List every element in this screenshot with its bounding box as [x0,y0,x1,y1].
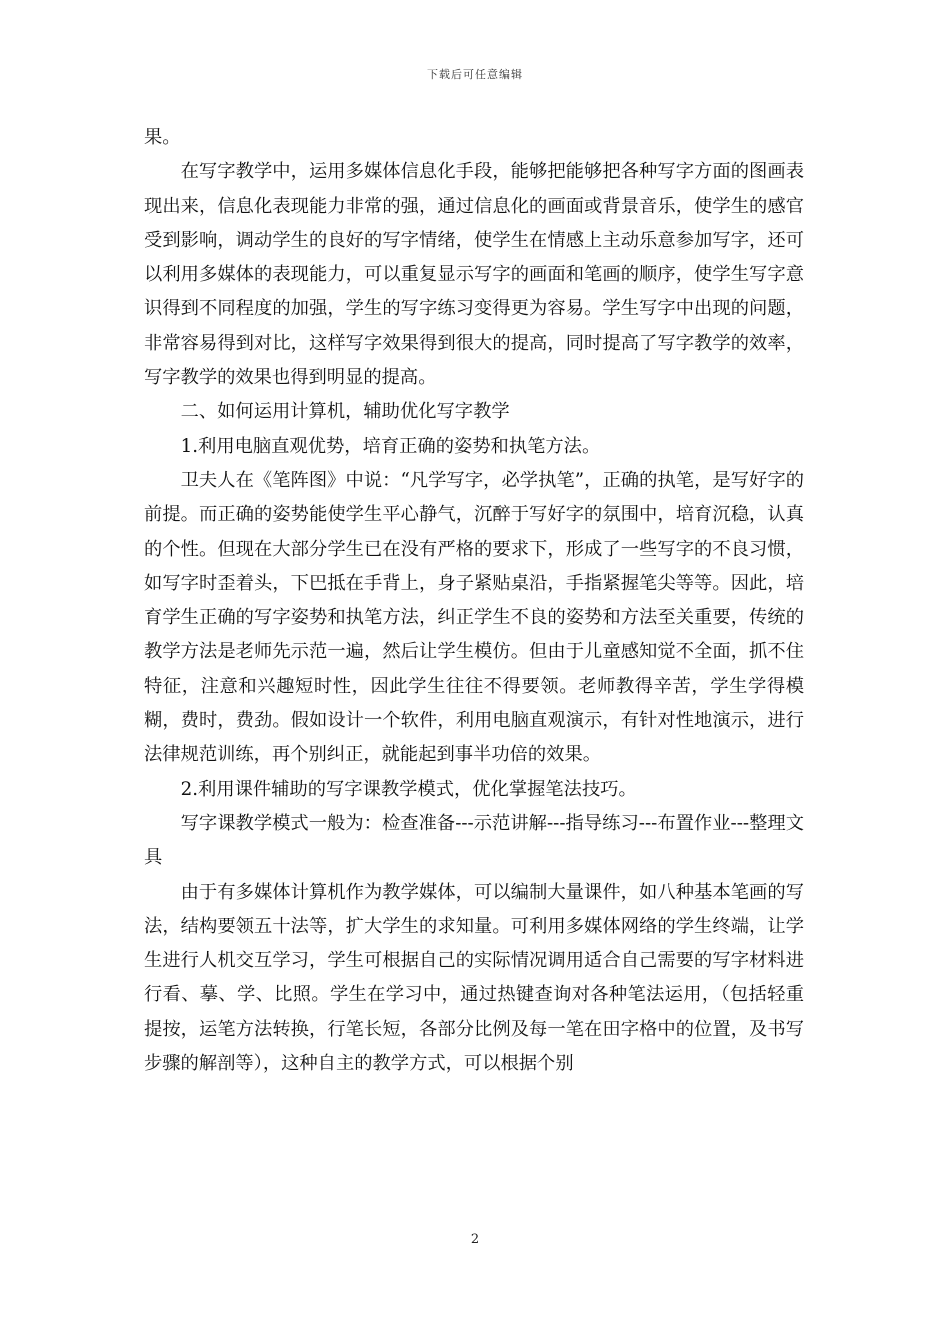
paragraph-1: 果。 [144,127,181,148]
subheading-1: 1.利用电脑直观优势，培育正确的姿势和执笔方法。 [180,435,601,457]
paragraph-2: 在写字教学中，运用多媒体信息化手段，能够把能够把各种写字方面的图画表现出来，信息化表现能力非常的强，通过信息化的画面或背景音乐，使学生的感官受到影响，调动学生的良好的写字情绪，使学生在情感上主动乐意参加写字，还可以利用多媒体的表现能力，可以重复显示写字的画面和笔画的顺序，使学生写字意识得到不同程度的加强，学生的写字练习变得更为容易。学生写字中出现的问题，非常容易得到对比，这样写字效果得到很大的提高，同时提高了写字教学的效率，写字教学的效果也得到明显的提高。 [144,161,804,389]
subheading-2: 2.利用课件辅助的写字课教学模式，优化掌握笔法技巧。 [180,778,637,800]
page-header: 下载后可任意编辑 [427,68,523,81]
document-body [144,121,804,1081]
paragraph-3: 卫夫人在《笔阵图》中说：“凡学写字，必学执笔”，正确的执笔，是写好字的前提。而正确的姿势能使学生平心静气，沉醉于写好字的氛围中，培育沉稳，认真的个性。但现在大部分学生已在没有严格的要求下，形成了一些写字的不良习惯，如写字时歪着头，下巴抵在手背上，身子紧贴桌沿，手指紧握笔尖等等。因此，培育学生正确的写字姿势和执笔方法，纠正学生不良的姿势和方法至关重要，传统的教学方法是老师先示范一遍，然后让学生模仿。但由于儿童感知觉不全面，抓不住特征，注意和兴趣短时性，因此学生往往不得要领。老师教得辛苦，学生学得模糊，费时，费劲。假如设计一个软件，利用电脑直观演示，有针对性地演示，进行法律规范训练，再个别纠正，就能起到事半功倍的效果。 [144,469,804,766]
paragraph-4: 写字课教学模式一般为：检查准备---示范讲解---指导练习---布置作业---整理文具 [144,812,804,869]
section-heading: 二、如何运用计算机，辅助优化写字教学 [180,401,510,423]
paragraph-5: 由于有多媒体计算机作为教学媒体，可以编制大量课件，如八种基本笔画的写法，结构要领五十法等，扩大学生的求知量。可利用多媒体网络的学生终端，让学生进行人机交互学习，学生可根据自己的实际情况调用适合自己需要的写字材料进行看、摹、学、比照。学生在学习中，通过热键查询对各种笔法运用，（包括轻重提按，运笔方法转换，行笔长短，各部分比例及每一笔在田字格中的位置，及书写步骤的解剖等），这种自主的教学方式，可以根据个别 [144,881,804,1075]
page-number: 2 [470,1232,480,1247]
